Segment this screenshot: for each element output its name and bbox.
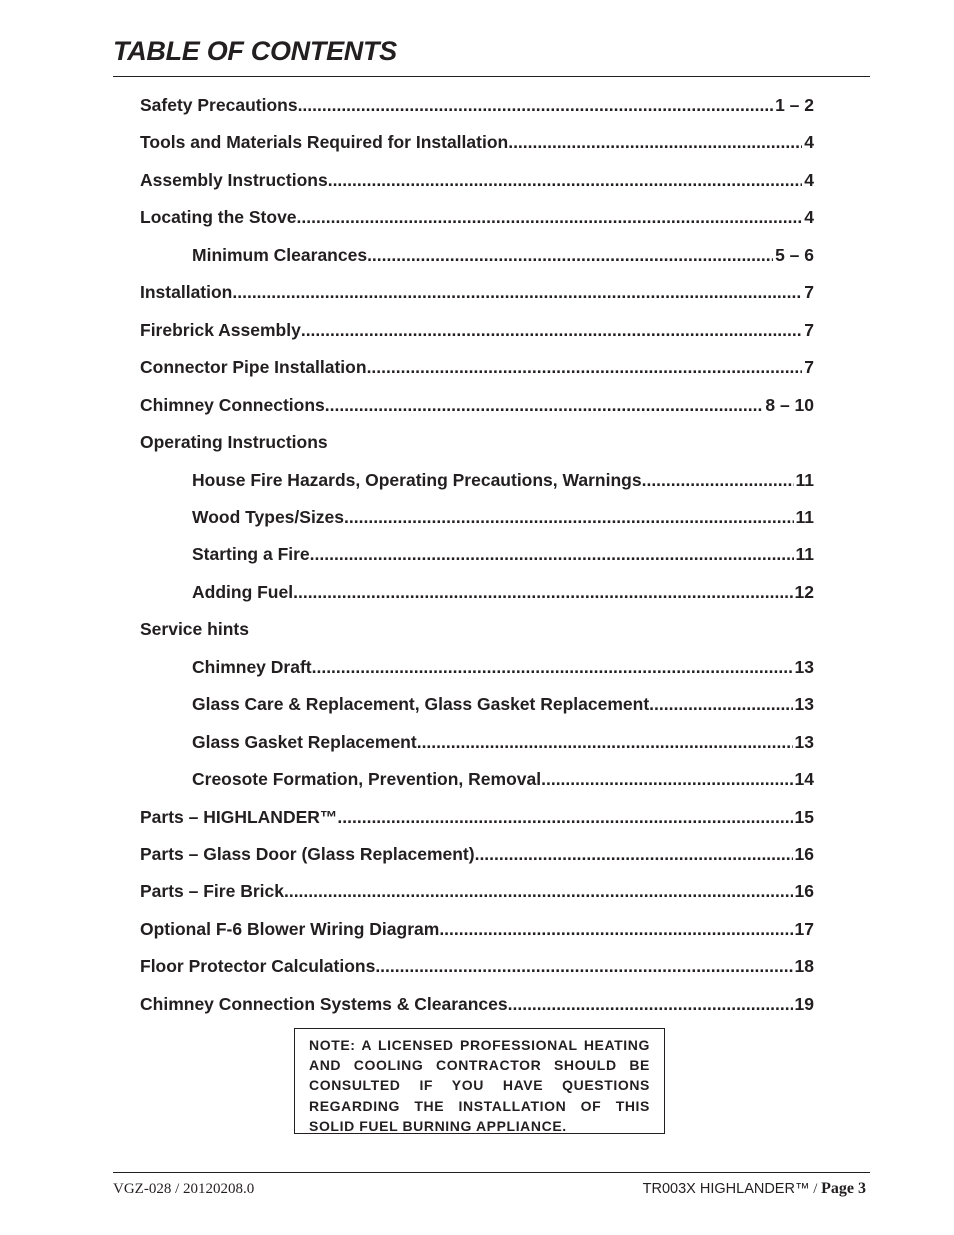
toc-entry <box>140 93 814 117</box>
toc-entry <box>140 580 814 604</box>
toc-entry-label: Floor Protector Calculations <box>140 956 376 977</box>
toc-entry-label: Installation <box>140 282 233 303</box>
footer-divider <box>113 1172 870 1173</box>
toc-entry <box>140 505 814 529</box>
toc-dot-leader <box>293 580 792 604</box>
toc-dot-leader <box>375 954 792 978</box>
toc-dot-leader <box>297 205 803 229</box>
toc-entry-label: Assembly Instructions <box>140 169 328 190</box>
toc-dot-leader <box>301 318 802 342</box>
toc-entry-label: Connector Pipe Installation <box>140 357 367 378</box>
toc-dot-leader <box>508 992 793 1016</box>
document-code: VGZ-028 / 20120208.0 <box>113 1181 255 1197</box>
toc-entry-label: Adding Fuel <box>192 581 294 602</box>
toc-entry <box>140 692 814 716</box>
toc-entry-page: 16 <box>794 881 814 902</box>
toc-entry <box>140 917 814 941</box>
toc-dot-leader <box>298 93 774 117</box>
toc-entry-page: 17 <box>794 918 814 939</box>
toc-entry <box>140 430 814 454</box>
toc-entry-label: Minimum Clearances <box>192 244 368 265</box>
toc-entry-page: 7 <box>804 282 814 303</box>
footer-page-info <box>643 1180 866 1198</box>
toc-entry-label: Parts – Glass Door (Glass Replacement) <box>140 844 475 864</box>
toc-dot-leader <box>417 730 793 754</box>
toc-dot-leader <box>284 879 793 903</box>
toc-dot-leader <box>328 168 803 192</box>
toc-dot-leader <box>312 655 793 679</box>
toc-dot-leader <box>439 917 792 941</box>
toc-dot-leader <box>508 130 802 154</box>
toc-entry-page: 1 – 2 <box>775 95 814 115</box>
toc-dot-leader <box>367 243 773 267</box>
toc-entry-page: 4 <box>804 207 814 228</box>
toc-dot-leader <box>475 842 793 866</box>
toc-entry-page: 11 <box>795 506 814 527</box>
page-number: Page 3 <box>821 1180 866 1197</box>
title-divider <box>113 76 870 77</box>
toc-entry-page: 18 <box>794 956 814 977</box>
toc-entry-label: Tools and Materials Required for Installation <box>140 132 509 153</box>
toc-entry <box>140 992 814 1016</box>
footer-separator: / <box>809 1181 822 1197</box>
toc-entry-page: 13 <box>794 694 814 715</box>
toc-entry <box>140 168 814 192</box>
toc-dot-leader <box>325 393 764 417</box>
toc-entry-label: Starting a Fire <box>192 544 310 565</box>
toc-entry <box>140 617 814 641</box>
toc-entry-page: 12 <box>794 581 814 602</box>
toc-dot-leader <box>232 280 802 304</box>
toc-entry-page: 11 <box>795 544 814 565</box>
toc-dot-leader <box>337 805 792 829</box>
toc-entry <box>140 318 814 342</box>
toc-entry <box>140 954 814 978</box>
toc-entry-label: Operating Instructions <box>140 432 328 453</box>
toc-entry-page: 15 <box>794 806 814 827</box>
toc-dot-leader <box>367 355 803 379</box>
toc-dot-leader <box>344 505 793 529</box>
toc-entry <box>140 655 814 679</box>
toc-entry-label: Parts – HIGHLANDER™ <box>140 806 338 827</box>
toc-entry <box>140 468 814 492</box>
toc-entry <box>140 243 814 267</box>
toc-entry <box>140 842 814 866</box>
toc-entry <box>140 355 814 379</box>
toc-dot-leader <box>310 542 794 566</box>
toc-entry-label: Glass Care & Replacement, Glass Gasket Replacement <box>192 694 650 715</box>
toc-entry-label: Service hints <box>140 619 249 640</box>
toc-entry <box>140 130 814 154</box>
toc-entry-page: 11 <box>795 469 814 490</box>
toc-entry <box>140 393 814 417</box>
toc-entry-label: Optional F-6 Blower Wiring Diagram <box>140 918 440 939</box>
toc-entry-page: 19 <box>794 993 814 1014</box>
toc-entry <box>140 542 814 566</box>
toc-entry-label: Glass Gasket Replacement <box>192 731 417 752</box>
toc-entry-page: 7 <box>804 319 814 340</box>
toc-entry-label: Locating the Stove <box>140 207 297 228</box>
toc-entry-label: Chimney Draft <box>192 656 312 677</box>
toc-dot-leader <box>541 767 792 791</box>
toc-entry-label: Parts – Fire Brick <box>140 881 284 902</box>
toc-entry-label: Chimney Connections <box>140 394 325 415</box>
toc-entry-page: 14 <box>794 769 814 790</box>
toc-entry-label: Safety Precautions <box>140 95 298 115</box>
toc-dot-leader <box>642 468 794 492</box>
toc-entry <box>140 205 814 229</box>
toc-entry-label: Firebrick Assembly <box>140 319 301 340</box>
toc-entry-label: Chimney Connection Systems & Clearances <box>140 993 508 1014</box>
installation-note: NOTE: A LICENSED PROFESSIONAL HEATING AND COOLING CONTRACTOR SHOULD BE CONSULTED IF YOU HAVE QUESTIONS REGARDING THE INSTALLATION OF THIS SOLID FUEL BURNING APPLIANCE. <box>294 1028 665 1134</box>
toc-entry <box>140 730 814 754</box>
toc-entry-label: Wood Types/Sizes <box>192 506 345 527</box>
toc-entry-label: House Fire Hazards, Operating Precautions, Warnings <box>192 469 642 490</box>
toc-entry-page: 13 <box>794 731 814 752</box>
toc-entry-page: 8 – 10 <box>765 394 814 415</box>
toc-dot-leader <box>649 692 792 716</box>
toc-entry-page: 4 <box>804 132 814 153</box>
toc-entry-page: 5 – 6 <box>775 244 814 265</box>
toc-entry-label: Creosote Formation, Prevention, Removal <box>192 769 542 790</box>
toc-entry-page: 4 <box>804 169 814 190</box>
product-name: TR003X HIGHLANDER™ <box>642 1181 810 1197</box>
toc-entry <box>140 280 814 304</box>
page-title: TABLE OF CONTENTS <box>113 36 397 66</box>
toc-entry <box>140 805 814 829</box>
toc-entry <box>140 767 814 791</box>
toc-entry-page: 16 <box>794 844 814 864</box>
toc-entry-page: 13 <box>794 656 814 677</box>
toc-entry <box>140 879 814 903</box>
toc-entry-page: 7 <box>804 357 814 378</box>
